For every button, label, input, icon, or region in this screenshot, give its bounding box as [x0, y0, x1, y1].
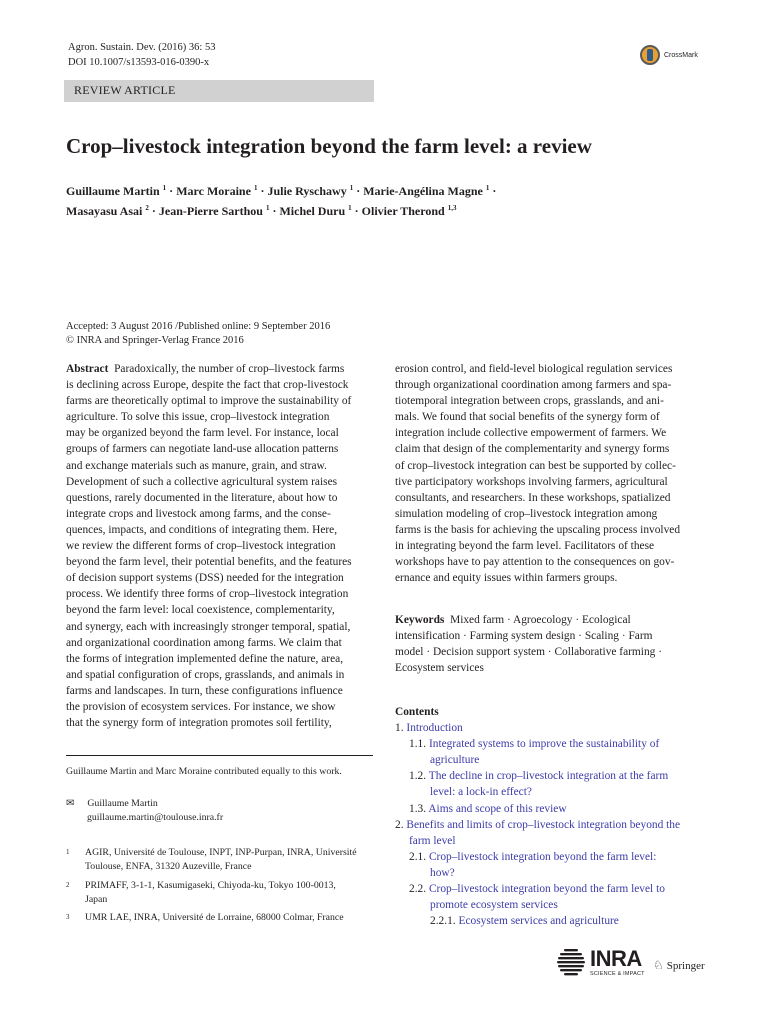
author-name[interactable]: Jean-Pierre Sarthou	[158, 204, 263, 218]
abstract-right-column	[395, 361, 702, 586]
author-name[interactable]: Guillaume Martin	[66, 184, 160, 198]
abstract-line: tive participatory workshops involving farmers, agricultural	[395, 475, 668, 488]
author-name[interactable]: Olivier Therond	[361, 204, 445, 218]
toc-link-continued[interactable]: agriculture	[430, 754, 480, 767]
abstract-line: through organizational coordination among farmers and spa-	[395, 379, 672, 392]
inra-wordmark	[590, 945, 645, 977]
affiliation-text: UMR LAE, INRA, Université de Lorraine, 68000 Colmar, France	[85, 912, 344, 923]
abstract-line: is declining across Europe, despite the fact that crop-livestock	[66, 379, 349, 392]
author-list	[66, 180, 706, 220]
toc-link-continued[interactable]: how?	[430, 866, 455, 879]
copyright: © INRA and Springer-Verlag France 2016	[66, 335, 244, 346]
journal-citation	[68, 40, 215, 70]
toc-link[interactable]: Introduction	[406, 722, 463, 735]
abstract-line: of decision support systems (DSS) needed for the integration	[66, 572, 344, 585]
affiliation-text: PRIMAFF, 3-1-1, Kasumigaseki, Chiyoda-ku, Tokyo 100-0013,	[85, 880, 336, 891]
journal-line: Agron. Sustain. Dev. (2016) 36: 53	[68, 42, 216, 53]
affiliation-mark: 1	[348, 204, 352, 212]
abstract-line: claim that design of the complementarity and synergy forms	[395, 443, 670, 456]
abstract-line	[66, 361, 373, 377]
toc-number: 1.3.	[409, 802, 427, 815]
envelope-icon: ✉	[66, 798, 75, 809]
affiliation-1	[66, 846, 376, 873]
abstract-line: the provision of ecosystem services. For instance, we show	[66, 700, 336, 713]
abstract-line: ernance and equity issues within farmers groups.	[395, 572, 618, 585]
table-of-contents	[395, 704, 705, 929]
abstract-body-continued	[395, 361, 702, 586]
abstract-line: we review the different forms of crop–livestock integration	[66, 540, 336, 553]
affiliation-text: Japan	[85, 893, 108, 905]
toc-entry[interactable]	[395, 849, 705, 865]
toc-entry[interactable]	[395, 736, 705, 752]
keywords-block	[395, 612, 705, 676]
inra-tagline: SCIENCE & IMPACT	[590, 970, 645, 977]
author-name[interactable]: Marc Moraine	[176, 184, 251, 198]
affiliation-mark: 1	[349, 184, 354, 192]
affiliation-3	[66, 911, 376, 925]
author-name[interactable]: Marie-Angélina Magne	[363, 184, 483, 198]
affiliation-number: 2	[66, 881, 70, 889]
toc-link[interactable]: Ecosystem services and agriculture	[458, 915, 619, 928]
abstract-line: simulation modeling of crop–livestock integration among	[395, 507, 658, 520]
abstract-line: farms is the basis for achieving the upscaling process involved	[395, 523, 681, 536]
affiliation-mark: 1	[485, 184, 490, 192]
toc-number: 2.1.	[409, 850, 427, 863]
abstract-line: may be organized beyond the farm level. For instance, local	[66, 427, 339, 440]
abstract-line: groups of farmers can negotiate land-use allocation patterns	[66, 443, 339, 456]
affiliation-mark: 1	[253, 184, 258, 192]
abstract-body	[66, 377, 373, 731]
abstract-line: and synergy, each with increasingly stronger temporal, spatial,	[66, 620, 351, 633]
author-line-2: Masayasu Asai $^2$ · Jean-Pierre Sarthou $^1$ · Michel Duru $^1$ · Olivier Therond $^{1,3}$	[66, 204, 457, 218]
corr-email[interactable]: guillaume.martin@toulouse.inra.fr	[87, 811, 224, 823]
affiliation-number: 1	[66, 848, 70, 856]
abstract-line: and organizational coordination among farms. We claim that	[66, 636, 342, 649]
abstract-line: consultants, and researchers. In these workshops, spatialized	[395, 491, 671, 504]
abstract-line: that the synergy form of integration promotes soil fertility,	[66, 717, 332, 730]
toc-number: 1.1.	[409, 738, 427, 751]
crossmark-icon	[640, 45, 660, 65]
springer-logo[interactable]	[653, 958, 705, 973]
crossmark-label: CrossMark	[664, 51, 698, 59]
affiliation-mark: 1,3	[447, 204, 457, 212]
abstract-line: questions, rarely documented in the literature, about how to	[66, 491, 338, 504]
abstract-line: agriculture. To solve this issue, crop–livestock integration	[66, 411, 330, 424]
inra-logo[interactable]	[556, 946, 645, 978]
abstract-line: integration include collective empowerment of farmers. We	[395, 427, 667, 440]
toc-link-continued[interactable]: promote ecosystem services	[430, 899, 558, 912]
affiliation-mark: 1	[265, 204, 270, 212]
abstract-line: farms and landscapes. In turn, these configurations influence	[66, 684, 343, 697]
springer-wordmark: Springer	[666, 959, 705, 972]
article-type-band	[64, 80, 374, 102]
corr-name: Guillaume Martin	[87, 798, 158, 809]
footnote-divider	[66, 755, 373, 756]
abstract-line: quences, impacts, and conditions of integrating them. Here,	[66, 523, 338, 536]
toc-link[interactable]: Aims and scope of this review	[428, 802, 567, 815]
keyword-line: intensification · Farming system design · Scaling · Farm	[395, 630, 653, 643]
corresponding-author	[66, 797, 223, 824]
abstract-line: and exchange materials such as manure, grain, and straw.	[66, 459, 327, 472]
contents-heading: Contents	[395, 706, 439, 718]
toc-link[interactable]: Crop–livestock integration beyond the farm level:	[428, 850, 657, 863]
affiliation-text: Toulouse, ENFA, 31320 Auzeville, France	[85, 860, 252, 872]
publication-dates	[66, 320, 330, 348]
springer-horse-icon: ♘	[653, 958, 664, 972]
abstract-line: process. We identify three forms of crop–livestock integration	[66, 588, 349, 601]
abstract-line: beyond the farm level: local coexistence, complementarity,	[66, 604, 335, 617]
author-name[interactable]: Masayasu Asai	[66, 204, 143, 218]
doi-line[interactable]: DOI 10.1007/s13593-016-0390-x	[68, 57, 210, 68]
affiliation-mark: 2	[145, 204, 149, 212]
inra-text: INRA	[590, 945, 642, 971]
toc-link-continued[interactable]: farm level	[409, 834, 456, 847]
toc-list	[395, 720, 705, 929]
toc-number: 2.2.	[409, 883, 427, 896]
abstract-heading: Abstract	[66, 363, 109, 375]
abstract-left-column	[66, 361, 373, 731]
abstract-text: Paradoxically, the number of crop–livestock farms	[114, 363, 345, 375]
inra-globe-icon	[556, 946, 588, 978]
toc-number: 1.2.	[409, 770, 427, 783]
toc-number: 2.2.1.	[430, 915, 456, 928]
keyword-line: Ecosystem services	[395, 662, 484, 675]
toc-link[interactable]: The decline in crop–livestock integration at the farm	[428, 770, 669, 783]
toc-link[interactable]: Integrated systems to improve the sustainability of	[428, 738, 660, 751]
abstract-line: the forms of integration implemented define the nature, area,	[66, 652, 344, 665]
affiliation-2	[66, 879, 376, 906]
affiliation-mark: 1	[162, 184, 167, 192]
author-line-1: Guillaume Martin $^1$ · Marc Moraine $^1$ · Julie Ryschawy $^1$ · Marie-Angélina Magne $^1$ ·	[66, 184, 497, 198]
keywords-heading: Keywords	[395, 614, 445, 626]
accepted-date: Accepted: 3 August 2016 /Published online: 9 September 2016	[66, 321, 331, 332]
keyword-line	[395, 612, 705, 628]
keyword-line: model · Decision support system · Collaborative farming ·	[395, 646, 662, 659]
abstract-line: of crop–livestock integration can best be supported by collec-	[395, 459, 676, 472]
toc-number: 1.	[395, 722, 404, 735]
abstract-line: beyond the farm level, their potential benefits, and the features	[66, 556, 352, 569]
toc-link[interactable]: Benefits and limits of crop–livestock integration beyond the	[406, 818, 681, 831]
article-type-label: REVIEW ARTICLE	[74, 83, 176, 97]
toc-entry[interactable]	[395, 768, 705, 784]
toc-entry[interactable]	[395, 720, 705, 736]
toc-entry[interactable]	[395, 817, 705, 833]
abstract-line: tiotemporal integration between crops, grasslands, and ani-	[395, 395, 664, 408]
keyword-text: Mixed farm · Agroecology · Ecological	[450, 614, 631, 626]
abstract-line: farms are theoretically optimal to improve the sustainability of	[66, 395, 352, 408]
abstract-line: in integrating beyond the farm level. Facilitators of these	[395, 540, 655, 553]
toc-entry[interactable]	[395, 801, 705, 817]
paper-title: Crop–livestock integration beyond the farm level: a review	[66, 134, 592, 158]
abstract-line: and spatial configuration of crops, grasslands, and animals in	[66, 668, 345, 681]
toc-number: 2.	[395, 818, 404, 831]
contribution-note: Guillaume Martin and Marc Moraine contributed equally to this work.	[66, 766, 342, 777]
crossmark-badge[interactable]	[640, 42, 700, 68]
author-name[interactable]: Michel Duru	[279, 204, 346, 218]
toc-link[interactable]: Crop–livestock integration beyond the farm level to	[428, 883, 665, 896]
affiliation-text: AGIR, Université de Toulouse, INPT, INP-Purpan, INRA, Université	[85, 847, 357, 858]
toc-entry[interactable]	[395, 913, 705, 929]
abstract-line: mals. We found that social benefits of the synergy form of	[395, 411, 660, 424]
abstract-line: workshops have to pay attention to the consequences on gov-	[395, 556, 675, 569]
abstract-line: integrate crops and livestock among farms, and the conse-	[66, 507, 331, 520]
affiliation-number: 3	[66, 913, 70, 921]
author-name[interactable]: Julie Ryschawy	[267, 184, 347, 198]
toc-entry[interactable]	[395, 881, 705, 897]
toc-link-continued[interactable]: level: a lock-in effect?	[430, 786, 532, 799]
abstract-line: erosion control, and field-level biological regulation services	[395, 363, 673, 375]
abstract-line: Development of such a collective agricultural system raises	[66, 475, 338, 488]
